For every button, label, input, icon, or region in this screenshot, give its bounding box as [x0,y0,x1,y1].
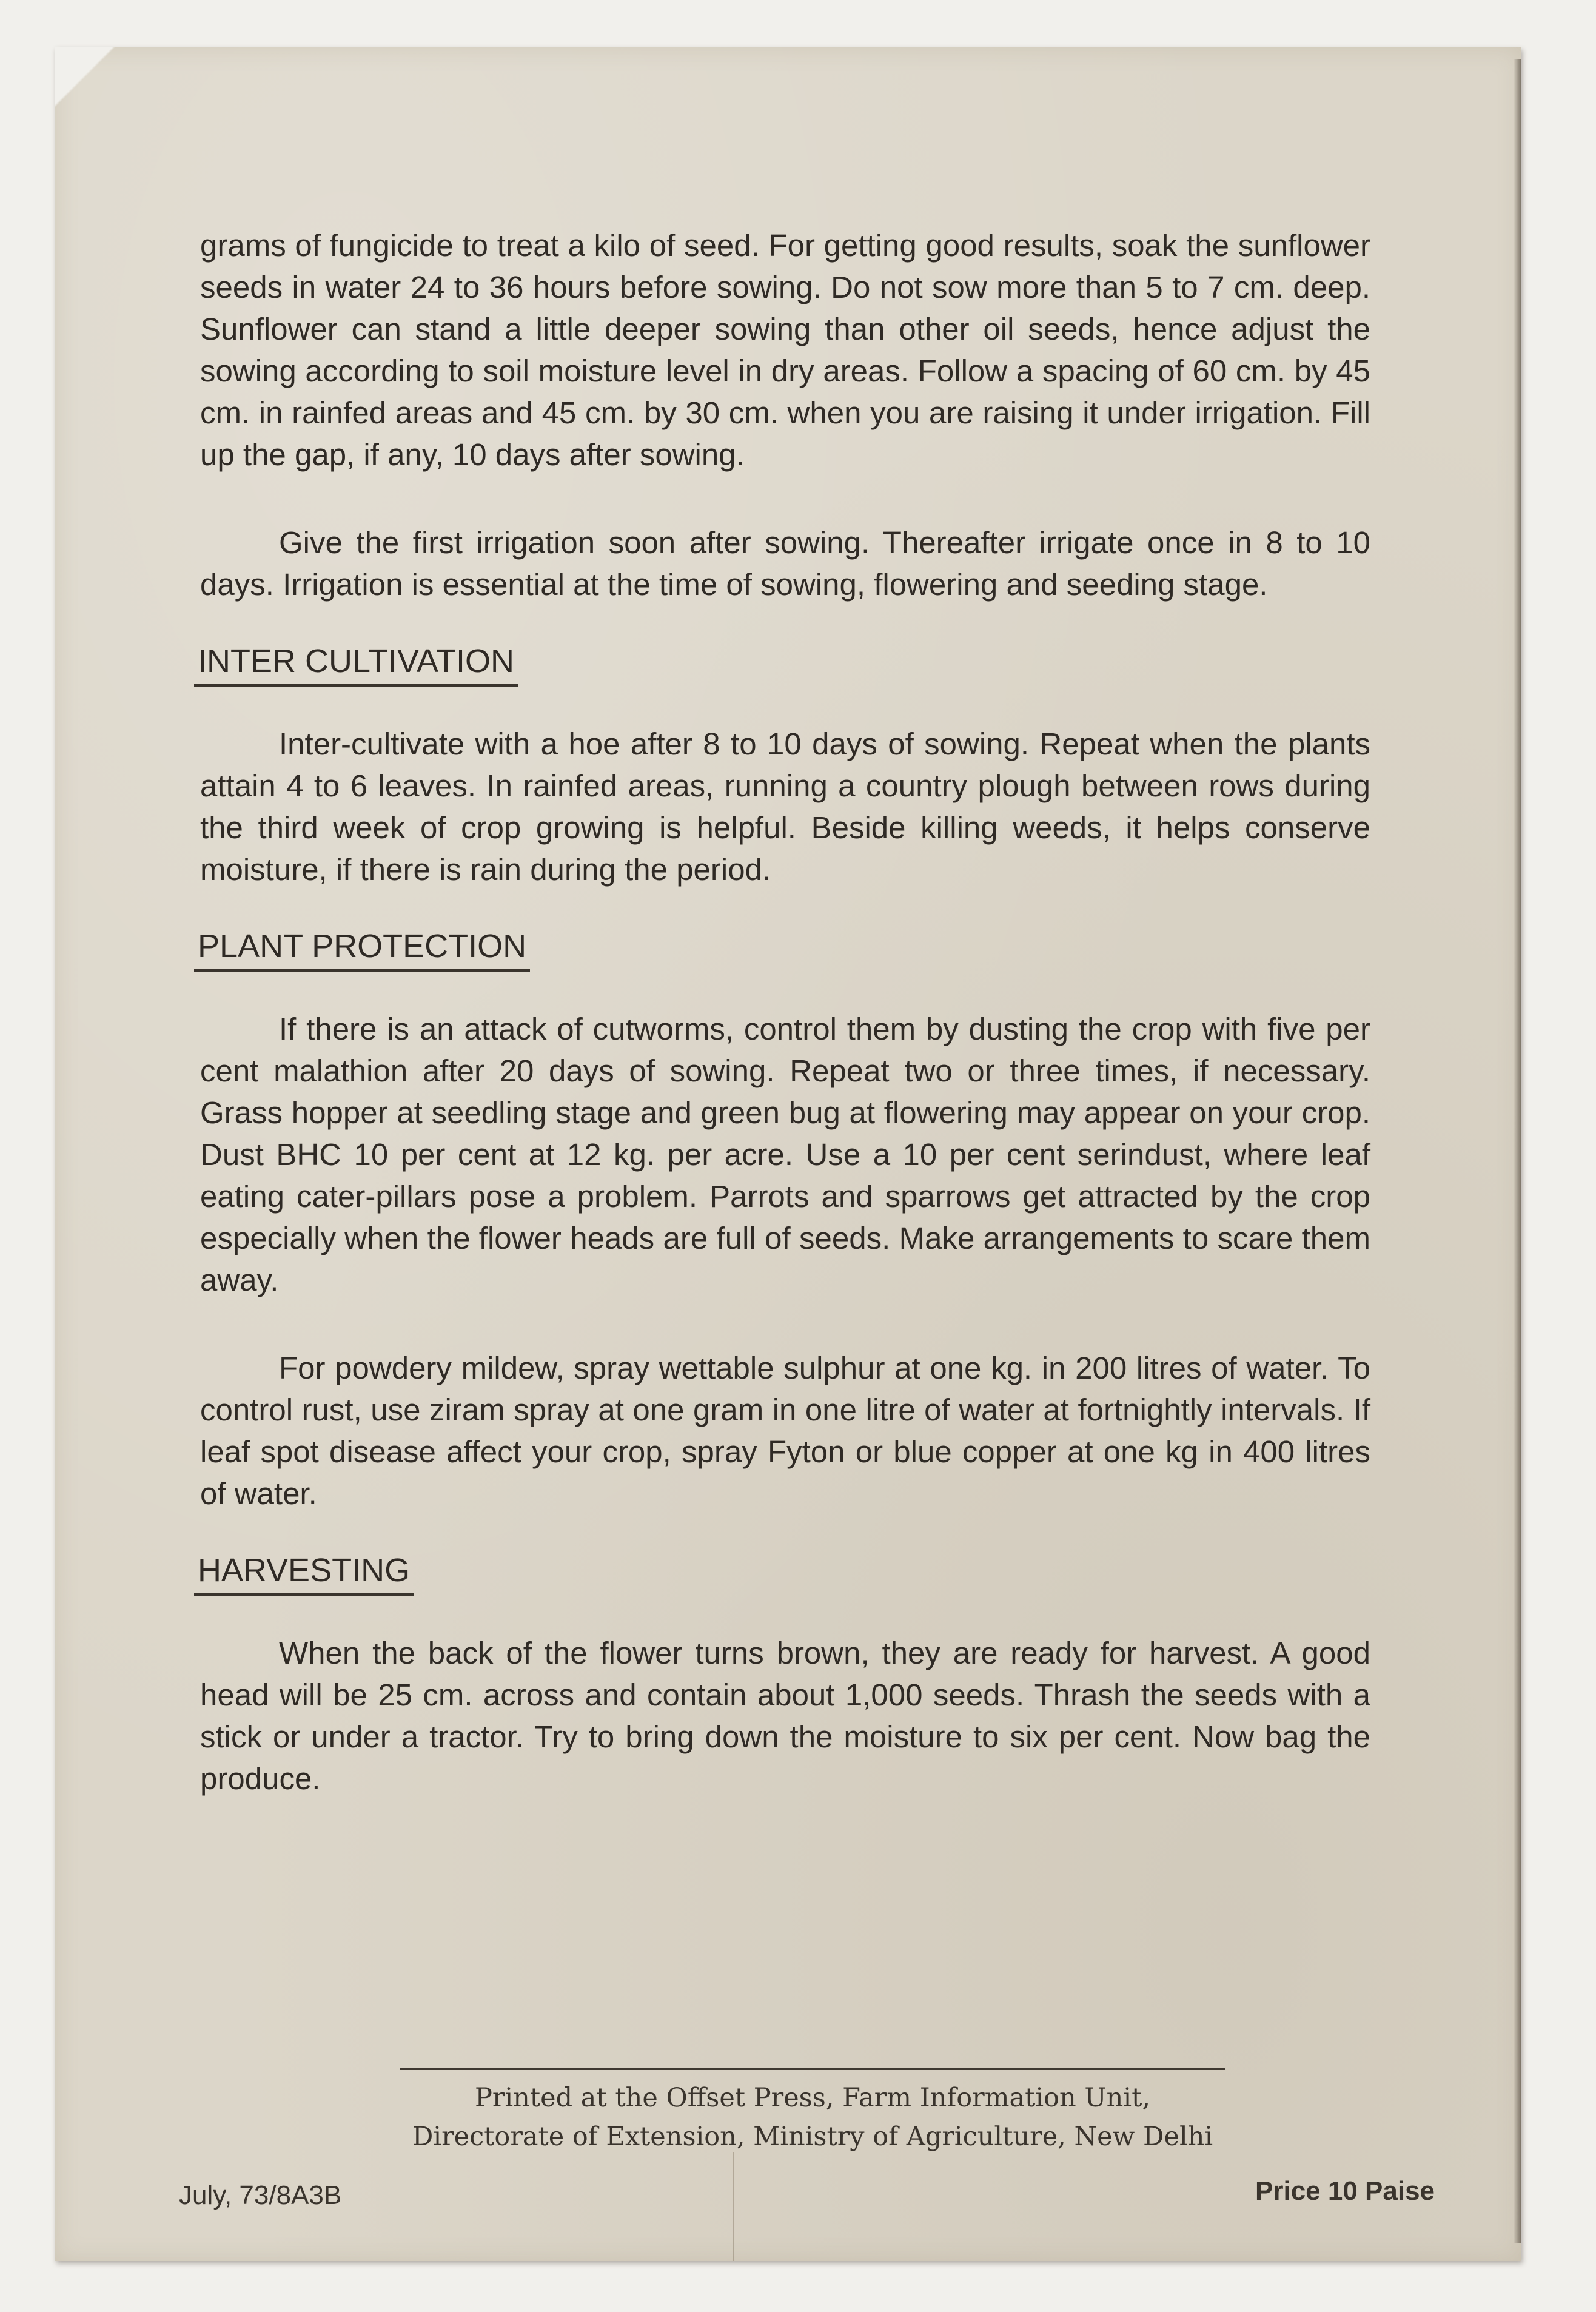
paper-edge-shadow [1514,59,1521,2243]
paragraph-seed-treatment: grams of fungicide to treat a kilo of seed. For getting good results, soak the sunflower seeds in water 24 to 36 hours before sowing. Do not sow more than 5 to 7 cm. deep. Sunflower can stand a little deeper sowing than other oil seeds, hence adjust the sowing according to soil moisture level in dry areas. Follow a spacing of 60 cm. by 45 cm. in rainfed areas and 45 cm. by 30 cm. when you are raising it under irrigation. Fill up the gap, if any, 10 days after sowing. [200,228,1370,472]
torn-corner [55,47,121,132]
imprint-line-1: Printed at the Offset Press, Farm Information Unit, [474,2083,1151,2113]
paper-fold [733,2152,734,2261]
paragraph-pest-control: If there is an attack of cutworms, control them by dusting the crop with five per cent malathion after 20 days of sowing. Repeat two or three times, if necessary. Grass hopper at seedling stage and green bug at flowering may appear on your crop. Dust BHC 10 per cent at 12 kg. per acre. Use a 10 per cent serindust, where leaf eating cater-pillars pose a problem. Parrots and sparrows get attracted by the crop especially when the flower heads are full of seeds. Make arrangements to scare them away. [200,1012,1370,1297]
paragraph-inter-cultivation: Inter-cultivate with a hoe after 8 to 10 days of sowing. Repeat when the plants attain 4 to 6 leaves. In rainfed areas, running a country plough between rows during the third week of crop growing is helpful. Beside killing weeds, it helps conserve moisture, if there is rain during the period. [200,727,1370,887]
section-heading-inter-cultivation: INTER CULTIVATION [194,642,518,687]
section-heading-harvesting: HARVESTING [194,1551,414,1596]
printer-imprint [400,2068,1225,2156]
paragraph-harvesting: When the back of the flower turns brown, they are ready for harvest. A good head will be 25 cm. across and contain about 1,000 seeds. Thrash the seeds with a stick or under a tractor. Try to bring down the moisture to six per cent. Now bag the produce. [200,1636,1370,1796]
document-body [200,224,1370,1800]
section-heading-plant-protection: PLANT PROTECTION [194,927,530,972]
price-label: Price 10 Paise [1255,2176,1435,2206]
print-code: July, 73/8A3B [179,2180,342,2210]
imprint-line-2: Directorate of Extension, Ministry of Agriculture, New Delhi [412,2122,1213,2152]
paragraph-irrigation: Give the first irrigation soon after sowing. Thereafter irrigate once in 8 to 10 days. Irrigation is essential at the time of sowing, flowering and seeding stage. [200,525,1370,602]
paragraph-disease-control: For powdery mildew, spray wettable sulphur at one kg. in 200 litres of water. To control rust, use ziram spray at one gram in one litre of water at fortnightly intervals. If leaf spot disease affect your crop, spray Fyton or blue copper at one kg in 400 litres of water. [200,1351,1370,1511]
